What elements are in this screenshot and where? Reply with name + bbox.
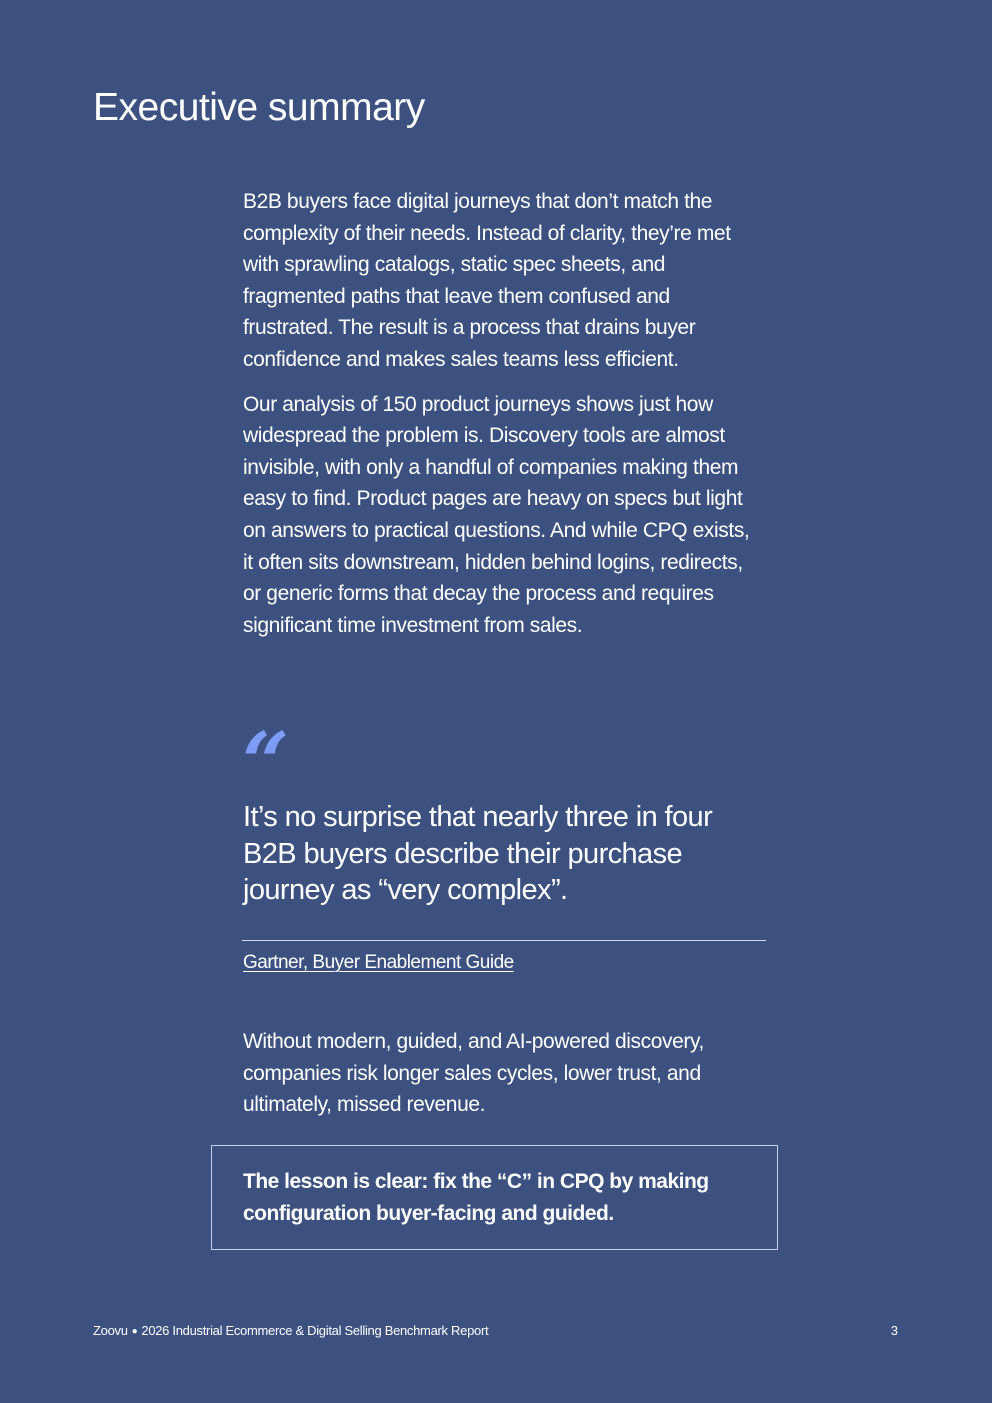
- footer-report-line: [93, 1322, 488, 1341]
- body-text: [243, 186, 763, 641]
- pull-quote: It’s no surprise that nearly three in four B2B buyers describe their purchase journey as “very complex”.: [243, 801, 713, 906]
- quote-mark-icon: “: [242, 715, 284, 811]
- callout-text: The lesson is clear: fix the “C” in CPQ by making configuration buyer-facing and guided.: [243, 1170, 709, 1225]
- footer-report-title: 2026 Industrial Ecommerce & Digital Selling Benchmark Report: [141, 1323, 489, 1338]
- body-paragraph-2: Our analysis of 150 product journeys shows just how widespread the problem is. Discovery tools are almost invisible, with only a handful of companies making them easy to find. Product pages are heavy on specs but light on answers to practical questions. And while CPQ exists, it often sits downstream, hidden behind logins, redirects, or generic forms that decay the process and requires significant time investment from sales.: [243, 392, 750, 637]
- footer-bullet-icon: ●: [131, 1326, 138, 1337]
- quote-divider: [242, 940, 766, 941]
- body-paragraph-1: B2B buyers face digital journeys that don’t match the complexity of their needs. Instead of clarity, they’re met with sprawling catalogs, static spec sheets, and fragmented paths that leave them confused and frustrated. The result is a process that drains buyer confidence and makes sales teams less efficient.: [243, 190, 731, 371]
- page-number: 3: [890, 1323, 898, 1338]
- page-title: Executive summary: [93, 86, 425, 129]
- closing-paragraph: Without modern, guided, and AI-powered discovery, companies risk longer sales cycles, lower trust, and ultimately, missed revenue.: [243, 1030, 704, 1117]
- callout-box: [211, 1145, 778, 1250]
- footer-brand: Zoovu: [93, 1323, 128, 1338]
- quote-source-link[interactable]: Gartner, Buyer Enablement Guide: [243, 952, 514, 973]
